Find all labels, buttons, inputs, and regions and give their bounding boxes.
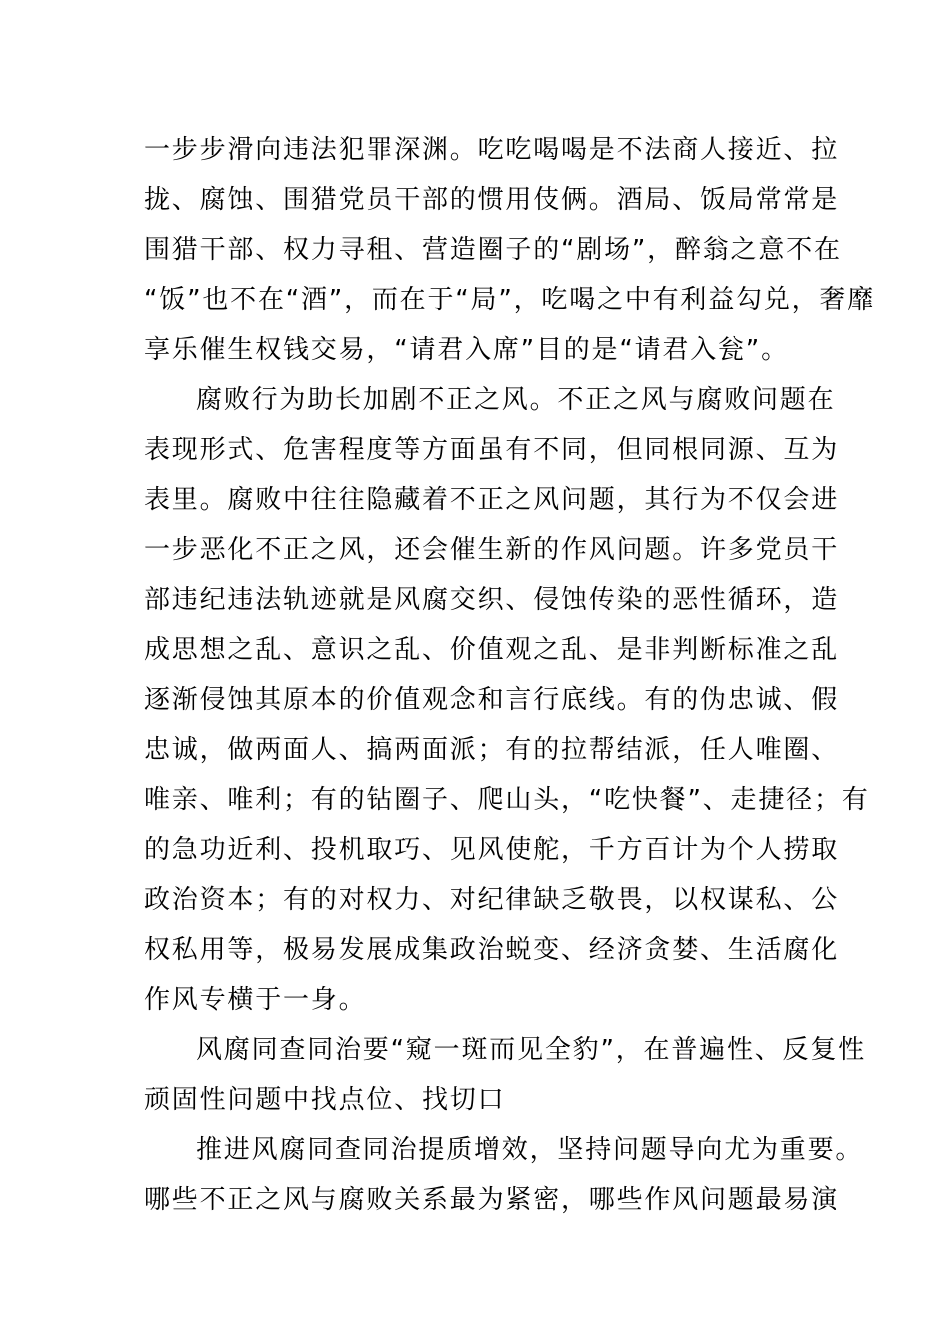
text-line: 唯亲、唯利；有的钻圈子、爬山头，“吃快餐”、走捷径；有 — [144, 785, 870, 815]
section-heading-line: 顽固性问题中找点位、找切口 — [144, 1085, 506, 1115]
body-text — [144, 125, 876, 1225]
text-line: 拢、腐蚀、围猎党员干部的惯用伎俩。酒局、饭局常常是 — [144, 185, 840, 215]
text-line: 的急功近利、投机取巧、见风使舵，千方百计为个人捞取 — [144, 835, 840, 865]
text-line: 作风专横于一身。 — [144, 985, 367, 1015]
text-line: 部违纪违法轨迹就是风腐交织、侵蚀传染的恶性循环，造 — [144, 585, 840, 615]
text-line: 成思想之乱、意识之乱、价值观之乱、是非判断标准之乱 — [144, 635, 840, 665]
text-line: 一步恶化不正之风，还会催生新的作风问题。许多党员干 — [144, 535, 840, 565]
paragraph-start-line: 推进风腐同查同治提质增效，坚持问题导向尤为重要。 — [196, 1135, 864, 1165]
text-line: 哪些不正之风与腐败关系最为紧密，哪些作风问题最易演 — [144, 1185, 840, 1215]
text-line: 表现形式、危害程度等方面虽有不同，但同根同源、互为 — [144, 435, 840, 465]
text-line: 围猎干部、权力寻租、营造圈子的“剧场”，醉翁之意不在 — [144, 235, 842, 265]
text-line: 表里。腐败中往往隐藏着不正之风问题，其行为不仅会进 — [144, 485, 840, 515]
section-heading-line: 风腐同查同治要“窥一斑而见全豹”，在普遍性、反复性 — [196, 1035, 866, 1065]
text-line: 逐渐侵蚀其原本的价值观念和言行底线。有的伪忠诚、假 — [144, 685, 840, 715]
paragraph-start-line: 腐败行为助长加剧不正之风。不正之风与腐败问题在 — [196, 385, 836, 415]
text-line: 享乐催生权钱交易，“请君入席”目的是“请君入瓮”。 — [144, 335, 789, 365]
text-line: “饭”也不在“酒”，而在于“局”，吃喝之中有利益勾兑，奢靡 — [144, 285, 876, 315]
text-line: 权私用等，极易发展成集政治蜕变、经济贪婪、生活腐化 — [144, 935, 840, 965]
text-line: 一步步滑向违法犯罪深渊。吃吃喝喝是不法商人接近、拉 — [144, 135, 840, 165]
text-line: 政治资本；有的对权力、对纪律缺乏敬畏，以权谋私、公 — [144, 885, 840, 915]
text-line: 忠诚，做两面人、搞两面派；有的拉帮结派，任人唯圈、 — [144, 735, 840, 765]
